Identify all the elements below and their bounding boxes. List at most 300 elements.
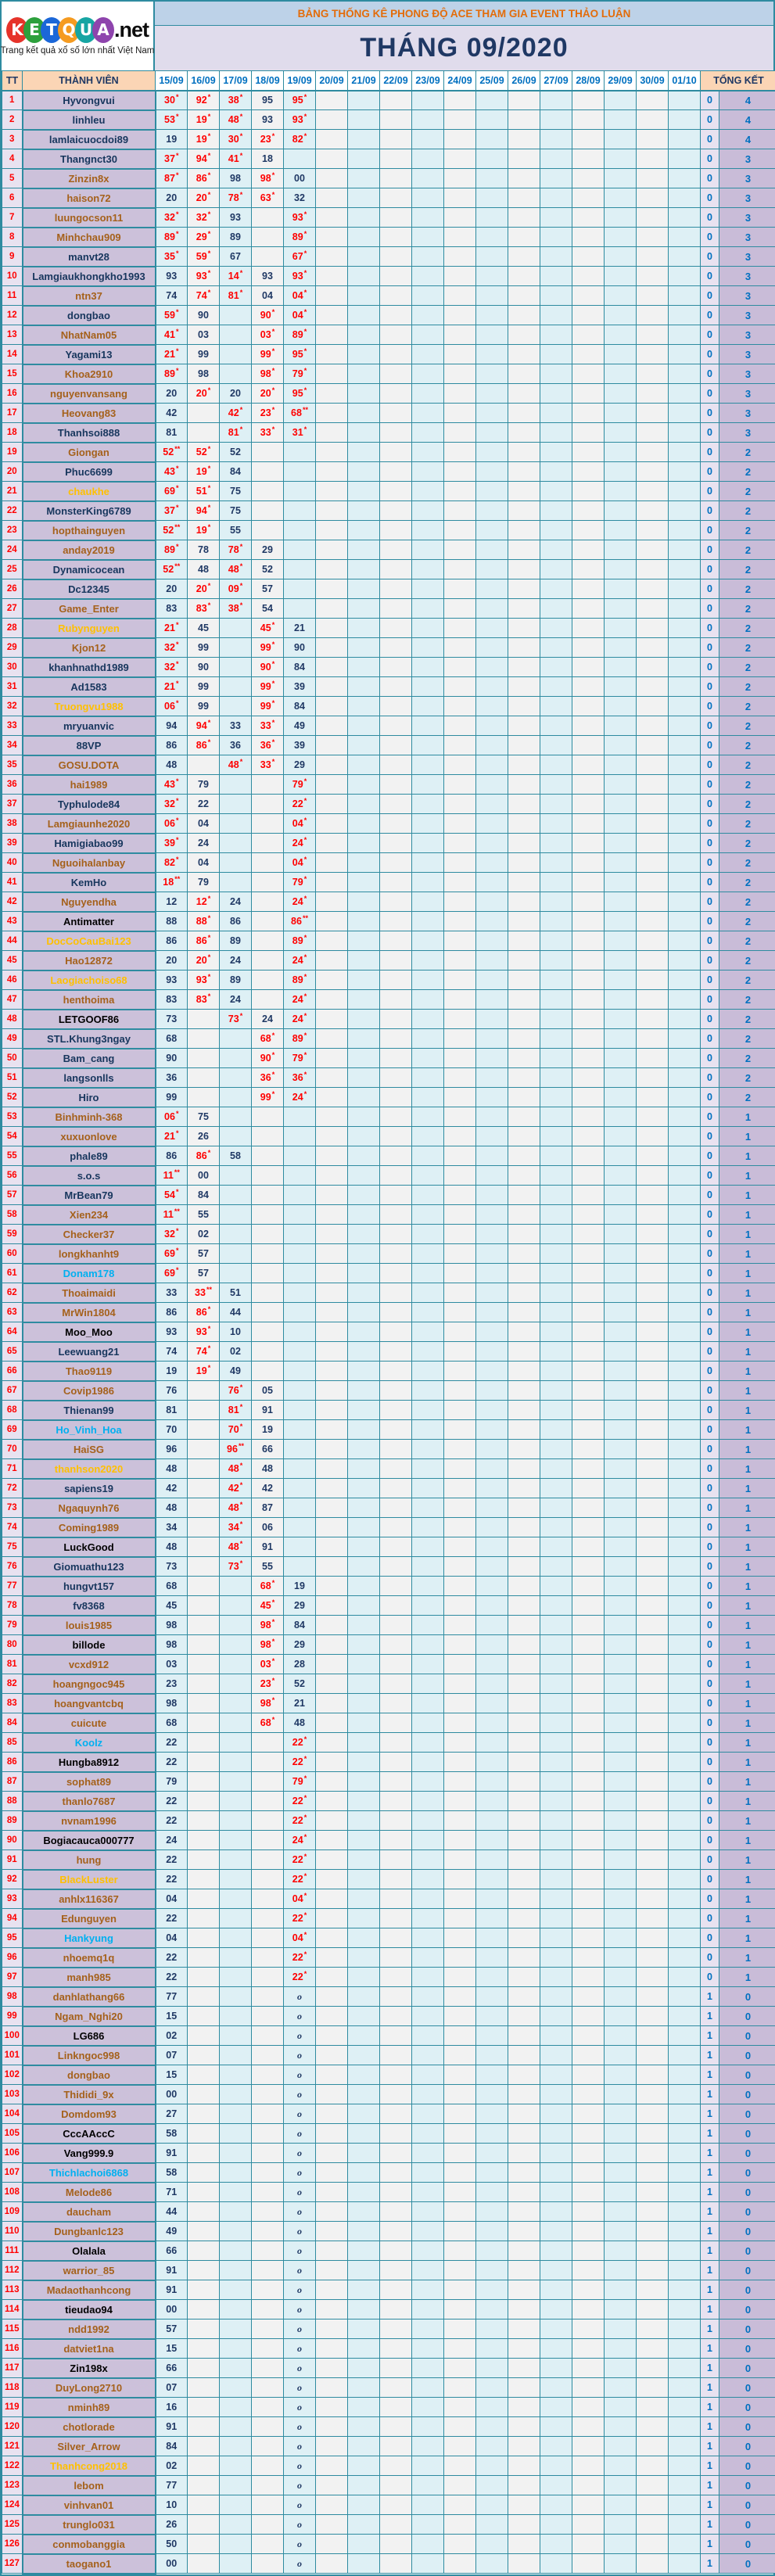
score-cell: [669, 1401, 701, 1420]
score-cell: [637, 1107, 669, 1127]
member-name-cell: Hyvongvui: [23, 91, 156, 110]
score-cell: [669, 990, 701, 1010]
score-cell: [669, 540, 701, 560]
score-cell: 24: [220, 892, 252, 912]
score-cell: [540, 2124, 572, 2144]
score-cell: 29: [284, 755, 316, 775]
score-cell: [572, 1694, 605, 1713]
score-cell: [508, 1909, 540, 1928]
score-cell: [540, 2398, 572, 2417]
score-cell: [637, 2007, 669, 2026]
member-name-cell: s.o.s: [23, 1166, 156, 1186]
score-cell: [412, 2046, 444, 2065]
score-cell: [444, 677, 476, 697]
score-cell: [605, 423, 637, 443]
score-cell: [380, 892, 412, 912]
score-cell: [476, 2163, 508, 2183]
tt-cell: 89: [2, 1811, 23, 1831]
score-cell: [572, 1498, 605, 1518]
score-cell: 73: [156, 1557, 188, 1577]
score-cell: 32*: [156, 638, 188, 658]
score-cell: [348, 2144, 380, 2163]
score-cell: [669, 1381, 701, 1401]
total-hit-cell: 2: [719, 873, 775, 892]
total-miss-cell: 0: [701, 1753, 719, 1772]
score-cell: [637, 345, 669, 364]
tt-cell: 23: [2, 521, 23, 540]
score-cell: [669, 1889, 701, 1909]
score-cell: [637, 1968, 669, 1987]
total-hit-cell: 0: [719, 2319, 775, 2339]
member-name-cell: Hao12872: [23, 951, 156, 970]
member-row: [2, 658, 775, 677]
total-hit-cell: 1: [719, 1928, 775, 1948]
score-cell: [316, 1303, 348, 1322]
score-cell: [540, 2476, 572, 2495]
score-cell: [444, 1616, 476, 1635]
score-cell: [572, 267, 605, 286]
score-cell: [188, 2535, 220, 2554]
total-miss-cell: 0: [701, 1596, 719, 1616]
score-cell: [316, 1655, 348, 1674]
score-cell: [605, 2144, 637, 2163]
member-name-cell: Laogiachoiso68: [23, 970, 156, 990]
score-cell: [348, 404, 380, 423]
score-cell: [540, 951, 572, 970]
member-name-cell: Phuc6699: [23, 462, 156, 482]
score-cell: [605, 286, 637, 306]
member-row: [2, 2124, 775, 2144]
score-cell: [605, 1694, 637, 1713]
score-cell: [476, 1107, 508, 1127]
score-cell: [316, 1362, 348, 1381]
total-hit-cell: 2: [719, 697, 775, 716]
score-cell: [605, 1362, 637, 1381]
score-cell: [380, 1811, 412, 1831]
score-cell: [540, 1909, 572, 1928]
score-cell: [669, 1303, 701, 1322]
total-hit-cell: 1: [719, 1792, 775, 1811]
total-miss-cell: 0: [701, 1010, 719, 1029]
score-cell: [316, 1713, 348, 1733]
score-cell: [220, 2104, 252, 2124]
member-row: [2, 736, 775, 755]
score-cell: [637, 873, 669, 892]
score-cell: [572, 2300, 605, 2319]
score-cell: [476, 1713, 508, 1733]
score-cell: [188, 2261, 220, 2280]
score-cell: [540, 677, 572, 697]
score-cell: [444, 1948, 476, 1968]
score-cell: [476, 1322, 508, 1342]
score-cell: [444, 1792, 476, 1811]
score-cell: 98*: [252, 364, 284, 384]
score-cell: [476, 423, 508, 443]
score-cell: [188, 2280, 220, 2300]
score-cell: [572, 677, 605, 697]
score-cell: [412, 306, 444, 325]
score-cell: [348, 1362, 380, 1381]
tt-cell: 74: [2, 1518, 23, 1537]
score-cell: [380, 267, 412, 286]
score-cell: [252, 834, 284, 853]
score-cell: [637, 1205, 669, 1225]
tt-cell: 67: [2, 1381, 23, 1401]
tt-cell: 61: [2, 1264, 23, 1283]
score-cell: [540, 2535, 572, 2554]
total-miss-cell: 0: [701, 1870, 719, 1889]
tt-cell: 12: [2, 306, 23, 325]
member-name-cell: ntn37: [23, 286, 156, 306]
total-miss-cell: 0: [701, 1342, 719, 1362]
score-cell: 02: [220, 1342, 252, 1362]
member-row: [2, 208, 775, 228]
score-cell: [605, 521, 637, 540]
score-cell: [444, 873, 476, 892]
score-cell: [412, 2554, 444, 2574]
score-cell: [669, 677, 701, 697]
score-cell: [188, 1713, 220, 1733]
score-cell: [637, 1655, 669, 1674]
member-row: [2, 814, 775, 834]
score-cell: [252, 482, 284, 501]
score-cell: [316, 1049, 348, 1068]
score-cell: [508, 1498, 540, 1518]
score-cell: [637, 2241, 669, 2261]
tt-cell: 4: [2, 149, 23, 169]
tt-cell: 5: [2, 169, 23, 188]
score-cell: [380, 2515, 412, 2535]
score-cell: [412, 267, 444, 286]
score-cell: [444, 91, 476, 110]
score-cell: 36: [220, 736, 252, 755]
score-cell: [348, 267, 380, 286]
tt-cell: 24: [2, 540, 23, 560]
total-hit-cell: 0: [719, 2339, 775, 2359]
score-cell: [476, 1459, 508, 1479]
score-cell: [540, 2144, 572, 2163]
score-cell: [252, 2183, 284, 2202]
score-cell: [316, 2339, 348, 2359]
total-miss-cell: 1: [701, 2183, 719, 2202]
score-cell: [252, 775, 284, 795]
score-cell: [316, 1811, 348, 1831]
score-cell: 03: [188, 325, 220, 345]
score-cell: 33: [220, 716, 252, 736]
score-cell: [572, 228, 605, 247]
total-hit-cell: 2: [719, 560, 775, 579]
score-cell: [380, 560, 412, 579]
score-cell: [476, 1655, 508, 1674]
member-row: [2, 2183, 775, 2202]
total-hit-cell: 3: [719, 325, 775, 345]
member-row: [2, 188, 775, 208]
score-cell: [380, 1987, 412, 2007]
tt-cell: 56: [2, 1166, 23, 1186]
score-cell: [476, 1186, 508, 1205]
tt-cell: 46: [2, 970, 23, 990]
member-name-cell: fv8368: [23, 1596, 156, 1616]
score-cell: [252, 814, 284, 834]
score-cell: [316, 560, 348, 579]
score-cell: [348, 462, 380, 482]
score-cell: [605, 795, 637, 814]
member-name-cell: manvt28: [23, 247, 156, 267]
date-header-16-09: 16/09: [188, 71, 220, 91]
member-row: [2, 853, 775, 873]
score-cell: [572, 2398, 605, 2417]
score-cell: [572, 149, 605, 169]
score-cell: [669, 697, 701, 716]
tt-cell: 120: [2, 2417, 23, 2437]
score-cell: 38*: [220, 599, 252, 619]
score-cell: [669, 2046, 701, 2065]
score-cell: 34*: [220, 1518, 252, 1537]
score-cell: [669, 970, 701, 990]
score-cell: 94: [156, 716, 188, 736]
score-cell: [572, 2124, 605, 2144]
score-cell: 04*: [284, 1928, 316, 1948]
score-cell: [348, 1107, 380, 1127]
score-cell: [572, 1088, 605, 1107]
score-cell: o: [284, 2261, 316, 2280]
score-cell: [252, 2300, 284, 2319]
member-name-cell: chotlorade: [23, 2417, 156, 2437]
total-miss-cell: 1: [701, 1987, 719, 2007]
logo-tagline: Trang kết quả xổ số lớn nhất Việt Nam: [1, 46, 155, 56]
score-cell: [508, 1928, 540, 1948]
score-cell: [476, 1420, 508, 1440]
score-cell: [572, 1010, 605, 1029]
score-cell: [444, 1401, 476, 1420]
score-cell: [637, 247, 669, 267]
total-miss-cell: 0: [701, 1557, 719, 1577]
score-cell: [637, 228, 669, 247]
score-cell: [220, 1635, 252, 1655]
member-row: [2, 1596, 775, 1616]
score-cell: [380, 2202, 412, 2222]
score-cell: [540, 1596, 572, 1616]
score-cell: [637, 2026, 669, 2046]
score-cell: [412, 736, 444, 755]
total-hit-cell: 2: [719, 443, 775, 462]
score-cell: [316, 2124, 348, 2144]
score-cell: [476, 1029, 508, 1049]
score-cell: [444, 2437, 476, 2456]
score-cell: [412, 1596, 444, 1616]
score-cell: o: [284, 2163, 316, 2183]
score-cell: [444, 306, 476, 325]
member-name-cell: Madaothanhcong: [23, 2280, 156, 2300]
score-cell: [444, 2476, 476, 2495]
score-cell: [508, 2456, 540, 2476]
total-miss-cell: 0: [701, 1968, 719, 1987]
score-cell: 59*: [156, 306, 188, 325]
score-cell: [605, 1322, 637, 1342]
score-cell: [637, 208, 669, 228]
total-miss-cell: 0: [701, 1401, 719, 1420]
total-miss-cell: 0: [701, 1909, 719, 1928]
score-cell: [412, 1166, 444, 1186]
score-cell: [348, 2104, 380, 2124]
total-miss-cell: 0: [701, 1772, 719, 1792]
score-cell: o: [284, 2241, 316, 2261]
score-cell: [605, 443, 637, 462]
score-cell: [316, 795, 348, 814]
total-miss-cell: 0: [701, 1362, 719, 1381]
member-name-cell: Antimatter: [23, 912, 156, 931]
score-cell: [220, 2007, 252, 2026]
member-row: [2, 2026, 775, 2046]
score-cell: [380, 286, 412, 306]
score-cell: [605, 2222, 637, 2241]
score-cell: 90: [188, 306, 220, 325]
score-cell: [444, 1889, 476, 1909]
date-header-24-09: 24/09: [444, 71, 476, 91]
score-cell: 20: [156, 951, 188, 970]
score-cell: [380, 1420, 412, 1440]
score-cell: [252, 2378, 284, 2398]
score-cell: [412, 1577, 444, 1596]
score-cell: [605, 1616, 637, 1635]
score-cell: 70*: [220, 1420, 252, 1440]
total-column-header: TỔNG KẾT: [701, 71, 775, 91]
member-row: [2, 677, 775, 697]
score-cell: [220, 1928, 252, 1948]
score-cell: [508, 1811, 540, 1831]
member-name-cell: Olalala: [23, 2241, 156, 2261]
score-cell: [540, 1792, 572, 1811]
score-cell: [316, 1068, 348, 1088]
score-cell: [572, 1479, 605, 1498]
score-cell: [220, 814, 252, 834]
score-cell: [220, 1107, 252, 1127]
score-cell: [540, 1029, 572, 1049]
score-cell: [348, 1928, 380, 1948]
total-hit-cell: 0: [719, 2202, 775, 2222]
score-cell: [444, 286, 476, 306]
score-cell: [669, 2163, 701, 2183]
total-miss-cell: 1: [701, 2085, 719, 2104]
score-cell: 99*: [252, 1088, 284, 1107]
score-cell: [540, 2026, 572, 2046]
score-cell: [380, 716, 412, 736]
total-hit-cell: 2: [719, 677, 775, 697]
score-cell: 22: [156, 1870, 188, 1889]
member-row: [2, 1362, 775, 1381]
score-cell: [637, 1518, 669, 1537]
score-cell: 98*: [252, 169, 284, 188]
logo-ball-t: T: [41, 17, 63, 43]
score-cell: [380, 658, 412, 677]
score-cell: [508, 658, 540, 677]
score-cell: [348, 130, 380, 149]
score-cell: [444, 1831, 476, 1850]
total-miss-cell: 0: [701, 1029, 719, 1049]
member-name-cell: Lamgiaukhongkho1993: [23, 267, 156, 286]
score-cell: 45: [188, 619, 220, 638]
score-cell: [348, 2398, 380, 2417]
score-cell: [669, 1694, 701, 1713]
score-cell: [476, 1127, 508, 1146]
tt-cell: 11: [2, 286, 23, 306]
score-cell: [572, 970, 605, 990]
score-cell: [476, 970, 508, 990]
score-cell: 89*: [284, 228, 316, 247]
score-cell: [220, 2144, 252, 2163]
score-cell: [637, 110, 669, 130]
total-miss-cell: 0: [701, 286, 719, 306]
score-cell: 20*: [188, 188, 220, 208]
score-cell: [252, 2144, 284, 2163]
score-cell: [220, 2026, 252, 2046]
score-cell: 48*: [220, 1459, 252, 1479]
score-cell: [380, 2144, 412, 2163]
score-cell: [316, 1968, 348, 1987]
tt-cell: 29: [2, 638, 23, 658]
score-cell: [572, 1753, 605, 1772]
month-title: THÁNG 09/2020: [155, 26, 773, 70]
score-cell: [348, 814, 380, 834]
score-cell: [380, 501, 412, 521]
score-cell: [380, 1537, 412, 1557]
score-cell: [605, 2007, 637, 2026]
score-cell: [412, 2495, 444, 2515]
score-cell: 20: [156, 579, 188, 599]
score-cell: 33*: [252, 716, 284, 736]
score-cell: [444, 1635, 476, 1655]
score-cell: [444, 2495, 476, 2515]
total-miss-cell: 0: [701, 1205, 719, 1225]
score-cell: [540, 462, 572, 482]
score-cell: 04: [252, 286, 284, 306]
total-hit-cell: 1: [719, 1674, 775, 1694]
score-cell: [669, 1518, 701, 1537]
total-hit-cell: 2: [719, 579, 775, 599]
score-cell: 38*: [220, 91, 252, 110]
score-cell: 93*: [284, 267, 316, 286]
score-cell: [572, 2359, 605, 2378]
score-cell: [412, 1244, 444, 1264]
score-cell: [572, 91, 605, 110]
score-cell: [348, 1401, 380, 1420]
score-cell: 79: [156, 1772, 188, 1792]
score-cell: [348, 1420, 380, 1440]
score-cell: [348, 1440, 380, 1459]
score-cell: [220, 364, 252, 384]
score-cell: [380, 462, 412, 482]
score-cell: [572, 2104, 605, 2124]
score-cell: [540, 540, 572, 560]
score-cell: [348, 2085, 380, 2104]
score-cell: [540, 501, 572, 521]
score-cell: [572, 364, 605, 384]
score-cell: [605, 1713, 637, 1733]
score-cell: [637, 1362, 669, 1381]
total-miss-cell: 1: [701, 2437, 719, 2456]
member-name-cell: billode: [23, 1635, 156, 1655]
total-hit-cell: 0: [719, 2300, 775, 2319]
score-cell: 63*: [252, 188, 284, 208]
score-cell: o: [284, 2359, 316, 2378]
score-cell: 19*: [188, 521, 220, 540]
score-cell: [572, 130, 605, 149]
score-cell: [572, 540, 605, 560]
score-cell: 99*: [252, 697, 284, 716]
score-cell: [540, 755, 572, 775]
member-name-cell: conmobanggia: [23, 2535, 156, 2554]
score-cell: [508, 208, 540, 228]
